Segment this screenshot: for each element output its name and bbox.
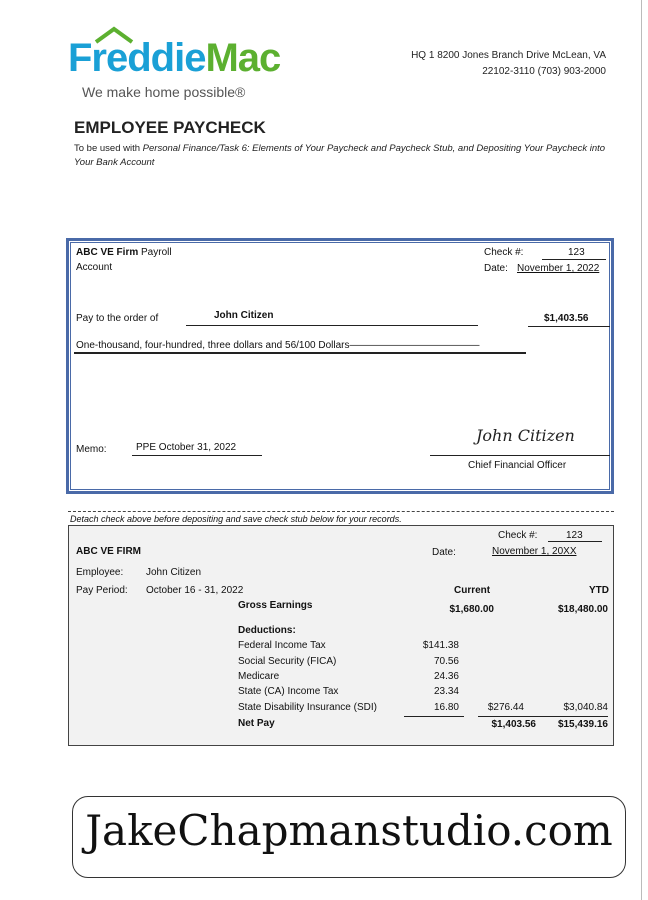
current-header: Current: [454, 585, 491, 596]
deduction-amount: $141.38: [422, 640, 459, 651]
deduction-name: State Disability Insurance (SDI): [238, 702, 377, 713]
stub-check-number: 123: [566, 530, 583, 541]
address-line-2: 22102-3110 (703) 903-2000: [482, 66, 606, 77]
deduction-name: State (CA) Income Tax: [238, 686, 339, 697]
pay-period-label: Pay Period:: [76, 585, 128, 596]
check-date: November 1, 2022: [517, 263, 600, 274]
subtitle-reference: Personal Finance/Task 6: Elements of Your Paycheck and Paycheck Stub, and Depositing Your Paycheck into Your Bank Account: [74, 143, 606, 168]
deductions-subtotal-line: [404, 716, 464, 717]
deductions-total-ytd: $3,040.84: [563, 702, 608, 713]
freddie-mac-logo: [68, 36, 280, 81]
amount-words-line: [74, 352, 526, 354]
page-edge: [641, 0, 642, 900]
net-pay-ytd: $15,439.16: [557, 719, 608, 730]
stub-check-number-line: [548, 541, 602, 542]
pay-period: October 16 - 31, 2022: [146, 585, 244, 596]
deductions-total-current: $276.44: [487, 702, 524, 713]
check-number-label: Check #:: [484, 247, 524, 258]
deduction-amount: 23.34: [433, 686, 459, 697]
subtitle-lead: To be used with: [74, 143, 143, 154]
check-number: 123: [568, 247, 585, 258]
stub-date-label: Date:: [432, 547, 456, 558]
deduction-amount: 70.56: [433, 656, 459, 667]
document-subtitle: [74, 142, 614, 170]
totals-line: [478, 716, 608, 717]
logo-freddie: Freddie: [68, 36, 206, 80]
payee-line: [186, 325, 478, 326]
deduction-name: Federal Income Tax: [238, 640, 326, 651]
logo-mac: Mac: [205, 36, 281, 80]
stub-check-number-label: Check #:: [498, 530, 538, 541]
deduction-name: Medicare: [238, 671, 280, 682]
memo-label: Memo:: [76, 444, 107, 455]
net-pay-label: Net Pay: [238, 718, 275, 729]
check-payer-rest: Payroll: [138, 247, 172, 258]
gross-earnings-label: Gross Earnings: [238, 600, 313, 611]
ytd-header: YTD: [589, 585, 609, 596]
detach-note: Detach check above before depositing and save check stub below for your records.: [70, 514, 402, 524]
memo-line: [132, 455, 262, 456]
check-payer-line2: Account: [76, 262, 113, 273]
employee-label: Employee:: [76, 567, 124, 578]
signer-title: Chief Financial Officer: [468, 460, 567, 471]
net-pay-current: $1,403.56: [491, 719, 536, 730]
check-payer: [76, 247, 172, 258]
logo-tagline: We make home possible®: [82, 84, 246, 100]
gross-current: $1,680.00: [449, 604, 494, 615]
check-payer-name: ABC VE Firm: [76, 247, 139, 258]
employee-name: John Citizen: [146, 567, 202, 578]
document-title: EMPLOYEE PAYCHECK: [74, 118, 266, 137]
deductions-label: Deductions:: [238, 625, 296, 636]
stub-firm: ABC VE FIRM: [76, 546, 141, 557]
check-number-line: [542, 259, 606, 260]
check-date-label: Date:: [484, 263, 508, 274]
amount-line: [528, 326, 610, 327]
check-amount: $1,403.56: [544, 313, 589, 324]
amount-in-words: One-thousand, four-hundred, three dollars and 56/100 Dollars—————————————: [76, 340, 480, 351]
deduction-name: Social Security (FICA): [238, 656, 337, 667]
gross-ytd: $18,480.00: [557, 604, 608, 615]
deduction-amount: 24.36: [433, 671, 459, 682]
pay-to-label: Pay to the order of: [76, 313, 159, 324]
signature-line: [430, 455, 610, 456]
memo-value: PPE October 31, 2022: [136, 442, 237, 453]
deduction-amount: 16.80: [433, 702, 459, 713]
signature: John Citizen: [476, 426, 575, 445]
address-line-1: HQ 1 8200 Jones Branch Drive McLean, VA: [411, 50, 606, 61]
detach-line: [68, 511, 614, 512]
stub-date: November 1, 20XX: [492, 546, 577, 557]
watermark-text: JakeChapmanstudio.com: [85, 806, 613, 855]
payee-name: John Citizen: [214, 310, 274, 321]
